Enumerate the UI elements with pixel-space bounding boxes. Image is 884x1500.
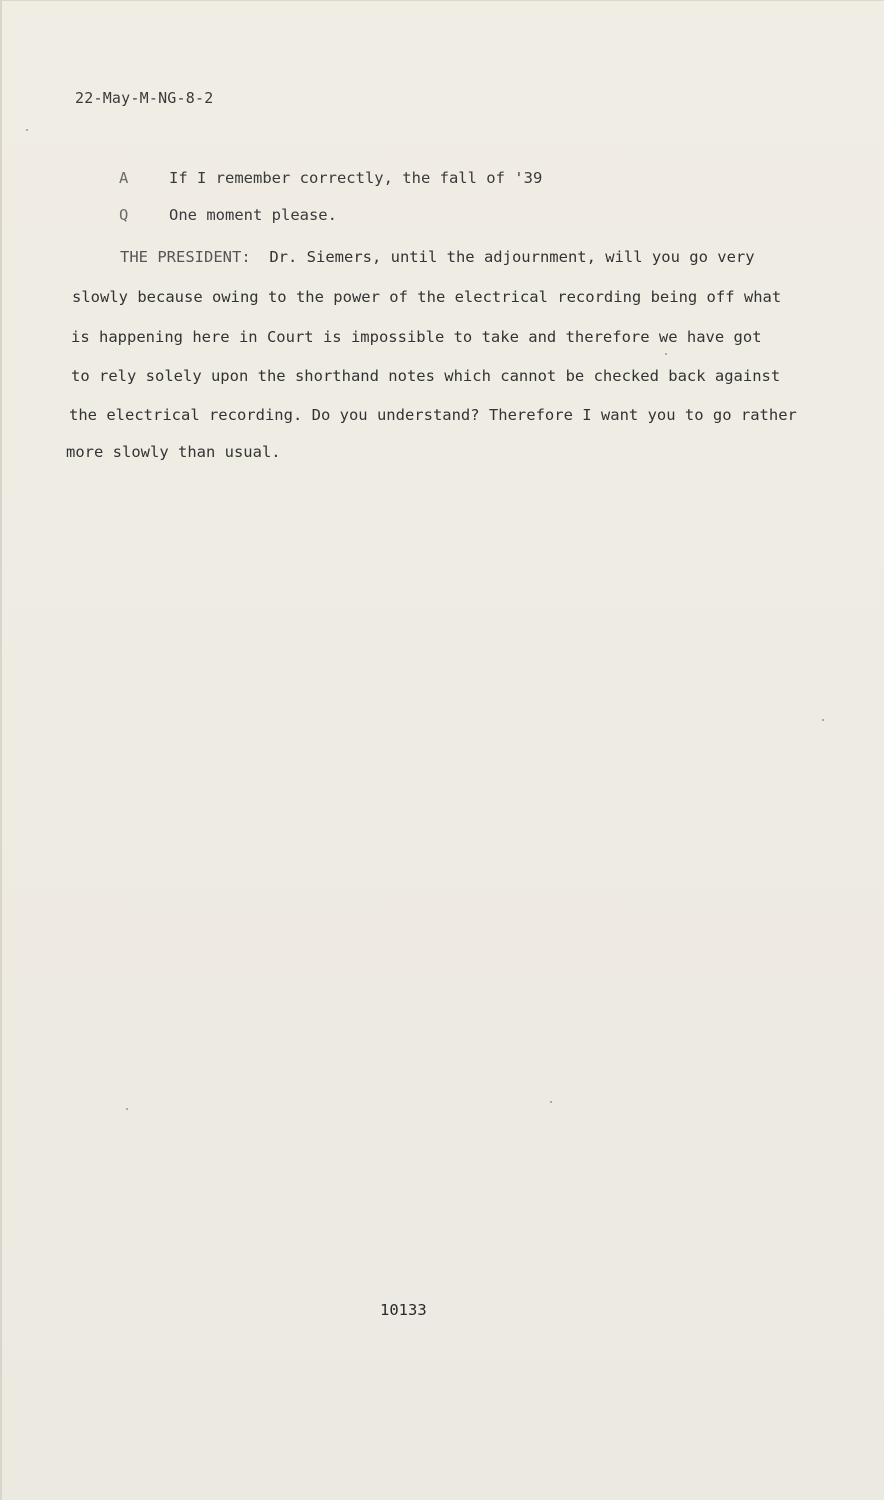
question-marker: Q xyxy=(119,206,129,224)
paper-speck xyxy=(550,1101,552,1103)
question-text: One moment please. xyxy=(169,206,337,224)
answer-line xyxy=(119,169,542,187)
president-statement-line-5: the electrical recording. Do you understand? Therefore I want you to go rather xyxy=(69,406,797,424)
paper-speck xyxy=(822,719,824,721)
statement-text: Dr. Siemers, until the adjournment, will you go very xyxy=(269,248,755,266)
question-line xyxy=(119,206,337,224)
answer-text: If I remember correctly, the fall of '39 xyxy=(169,169,543,187)
paper-speck xyxy=(26,129,28,131)
page-number: 10133 xyxy=(380,1301,427,1319)
president-statement-line-1 xyxy=(120,248,755,266)
answer-marker: A xyxy=(119,169,129,187)
speaker-label: THE PRESIDENT: xyxy=(120,248,251,266)
document-code: 22-May-M-NG-8-2 xyxy=(75,89,214,107)
president-statement-line-6: more slowly than usual. xyxy=(66,443,281,461)
paper-speck xyxy=(126,1108,128,1110)
president-statement-line-3: is happening here in Court is impossible to take and therefore we have got xyxy=(71,328,762,346)
president-statement-line-2: slowly because owing to the power of the electrical recording being off what xyxy=(72,288,782,306)
paper-speck xyxy=(665,353,667,355)
president-statement-line-4: to rely solely upon the shorthand notes which cannot be checked back against xyxy=(71,367,781,385)
